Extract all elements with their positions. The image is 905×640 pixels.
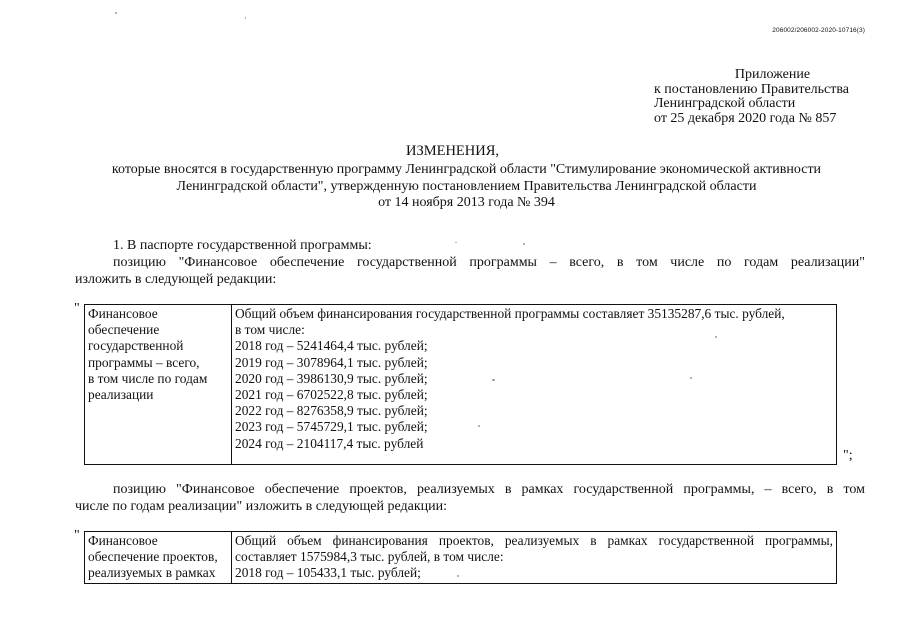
subtitle-line-3: от 14 ноября 2013 года № 394 [378, 195, 555, 210]
section-1-heading: 1. В паспорте государственной программы: [113, 238, 372, 253]
table-2-year-row: 2018 год – 105433,1 тыс. рублей; [235, 565, 421, 581]
table-1-left-line: программы – всего, [88, 354, 200, 370]
table-2-right-cell [232, 532, 837, 584]
table-1-year-row: 2019 год – 3078964,1 тыс. рублей; [235, 354, 428, 370]
table-1 [84, 304, 837, 465]
table-2-left-line: Финансовое [88, 533, 158, 548]
subtitle-line-2: Ленинградской области", утвержденную постановлением Правительства Ленинградской области [176, 178, 757, 194]
scan-speck [690, 377, 692, 379]
document-subtitle [68, 162, 865, 212]
table-2-intro-line-1: Общий объем финансирования проектов, реализуемых в рамках государственной программы, [235, 533, 833, 548]
table-1-year-row: 2020 год – 3986130,9 тыс. рублей; [235, 370, 428, 386]
scan-speck [245, 17, 246, 19]
table-2-left-line: обеспечение проектов, [88, 549, 218, 565]
table-1-year-row: 2024 год – 2104117,4 тыс. рублей [235, 435, 424, 451]
table-2-left-cell [85, 532, 232, 584]
table-2-left-line: реализуемых в рамках [88, 565, 216, 581]
approval-line-3: Ленинградской области [654, 96, 796, 111]
section-2-paragraph-line-2: числе по годам реализации" изложить в следующей редакции: [75, 499, 448, 514]
table-1-right-cell [232, 305, 837, 465]
approval-line-1: Приложение [734, 67, 811, 82]
table-1-year-row: 2021 год – 6702522,8 тыс. рублей; [235, 387, 428, 403]
document-title: ИЗМЕНЕНИЯ, [405, 143, 500, 159]
table-1-year-row: 2023 год – 5745729,1 тыс. рублей; [235, 419, 428, 435]
table-1-intro-line-2: в том числе: [235, 322, 305, 338]
table-1-year-row: 2022 год – 8276358,9 тыс. рублей; [235, 403, 428, 419]
table-1-left-line: Финансовое [88, 306, 158, 321]
scan-speck [115, 12, 117, 14]
table-2-open-quote: " [74, 528, 80, 543]
scan-speck [455, 242, 457, 243]
subtitle-line-1: которые вносятся в государственную программу Ленинградской области "Стимулирование экономической активности [111, 162, 822, 177]
approval-line-4: от 25 декабря 2020 года № 857 [654, 110, 837, 126]
scan-speck [457, 575, 459, 577]
table-1-year-row: 2018 год – 5241464,4 тыс. рублей; [235, 338, 428, 354]
scan-speck [478, 425, 480, 427]
table-1-left-cell [85, 305, 232, 465]
section-1-paragraph-line-2: изложить в следующей редакции: [75, 272, 277, 287]
document-id: 206002/206002-2020-10716(3) [772, 27, 865, 34]
scan-speck [715, 336, 717, 338]
approval-line-2: к постановлению Правительства [654, 81, 850, 97]
table-1-left-line: в том числе по годам [88, 370, 208, 386]
table-1-close-quote: "; [843, 448, 853, 463]
scan-speck [523, 243, 525, 245]
table-2-intro-line-2: составляет 1575984,3 тыс. рублей, в том числе: [235, 549, 504, 565]
table-1-intro-line-1: Общий объем финансирования государственной программы составляет 35135287,6 тыс. рублей, [235, 306, 785, 321]
table-1-left-line: реализации [88, 387, 154, 403]
scan-speck [492, 379, 495, 381]
table-2 [84, 531, 837, 584]
section-2-paragraph-line-1: позицию "Финансовое обеспечение проектов, реализуемых в рамках государственной программы, – всего, в том [113, 482, 865, 497]
section-1-paragraph-line-1: позицию "Финансовое обеспечение государственной программы – всего, в том числе по годам реализации" [113, 255, 865, 270]
table-1-left-line: обеспечение [88, 322, 160, 338]
table-1-left-line: государственной [88, 338, 184, 354]
table-1-open-quote: " [74, 301, 80, 316]
approval-block [640, 68, 865, 126]
